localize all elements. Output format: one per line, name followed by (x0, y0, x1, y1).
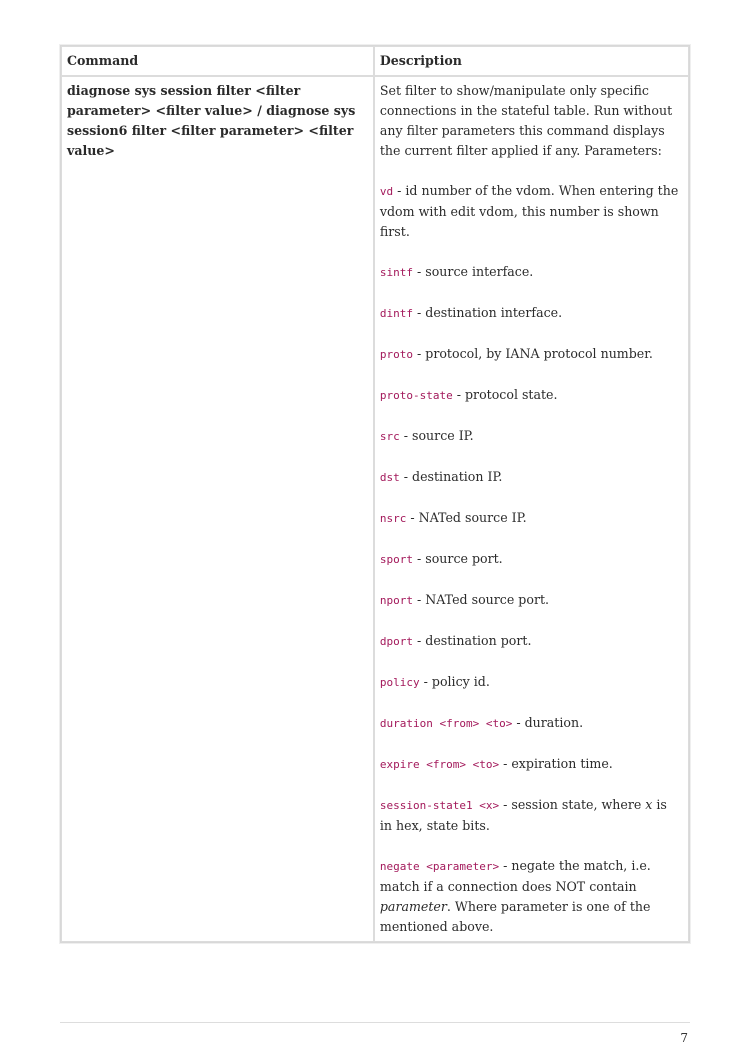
param-sintf (380, 262, 683, 283)
param-code: nport (379, 594, 413, 607)
description-intro: Set filter to show/manipulate only specific connections in the stateful table. Run without any filter parameters this command displays the current filter applied if any. Parameters: (379, 83, 673, 158)
param-vd (380, 181, 683, 242)
param-dintf (380, 303, 683, 324)
param-text: - destination interface. (413, 305, 563, 320)
command-cell (61, 76, 374, 942)
param-dport (380, 631, 683, 652)
param-text: - destination port. (413, 633, 532, 648)
command-reference-table (60, 45, 690, 943)
param-code: src (379, 430, 400, 443)
param-text: - protocol state. (452, 387, 558, 402)
param-proto (380, 344, 683, 365)
param-code: proto-state (379, 389, 453, 402)
param-text: - policy id. (419, 674, 490, 689)
footer-divider (60, 1022, 690, 1023)
param-emphasis: parameter (379, 899, 447, 914)
param-text: - source IP. (399, 428, 474, 443)
param-code: expire <from> <to> (379, 758, 500, 771)
param-text: - NATed source port. (413, 592, 550, 607)
command-text: diagnose sys session filter <filter parameter> <filter value> / diagnose sys session6 filter <filter parameter> <filter value> (67, 83, 356, 158)
param-code: duration <from> <to> (379, 717, 513, 730)
param-code: dport (379, 635, 413, 648)
param-code: nsrc (379, 512, 407, 525)
header-command: Command (61, 46, 374, 76)
param-sport (380, 549, 683, 570)
param-code: session-state1 <x> (379, 799, 500, 812)
param-policy (380, 672, 683, 693)
param-proto-state (380, 385, 683, 406)
param-code: dintf (379, 307, 413, 320)
param-nsrc (380, 508, 683, 529)
param-text: - protocol, by IANA protocol number. (413, 346, 653, 361)
param-text-after: . Where parameter is one of the mentioned above. (379, 899, 651, 934)
param-negate (380, 856, 683, 937)
param-text: - NATed source IP. (406, 510, 527, 525)
param-code: policy (379, 676, 420, 689)
page-number: 7 (680, 1031, 688, 1045)
param-text: - source interface. (413, 264, 534, 279)
param-dst (380, 467, 683, 488)
param-text: - id number of the vdom. When entering the vdom with edit vdom, this number is shown first. (379, 183, 679, 239)
param-code: vd (379, 185, 394, 198)
param-text: - destination IP. (399, 469, 503, 484)
param-code: negate <parameter> (379, 860, 500, 873)
table-header-row (61, 46, 689, 76)
param-nport (380, 590, 683, 611)
param-text-after: is in hex, state bits. (379, 797, 667, 833)
param-duration (380, 713, 683, 734)
param-session-state1 (380, 795, 683, 836)
table-row (61, 76, 689, 942)
param-text: - duration. (512, 715, 584, 730)
param-expire (380, 754, 683, 775)
param-text: - expiration time. (499, 756, 613, 771)
param-text: - negate the match, i.e. match if a connection does NOT contain (379, 858, 651, 894)
param-src (380, 426, 683, 447)
param-code: sintf (379, 266, 413, 279)
param-code: proto (379, 348, 413, 361)
param-code: dst (379, 471, 400, 484)
header-description: Description (374, 46, 689, 76)
param-code: sport (379, 553, 413, 566)
description-cell (374, 76, 689, 942)
param-text: - source port. (413, 551, 503, 566)
param-emphasis: x (645, 797, 653, 812)
param-text: - session state, where (499, 797, 646, 812)
